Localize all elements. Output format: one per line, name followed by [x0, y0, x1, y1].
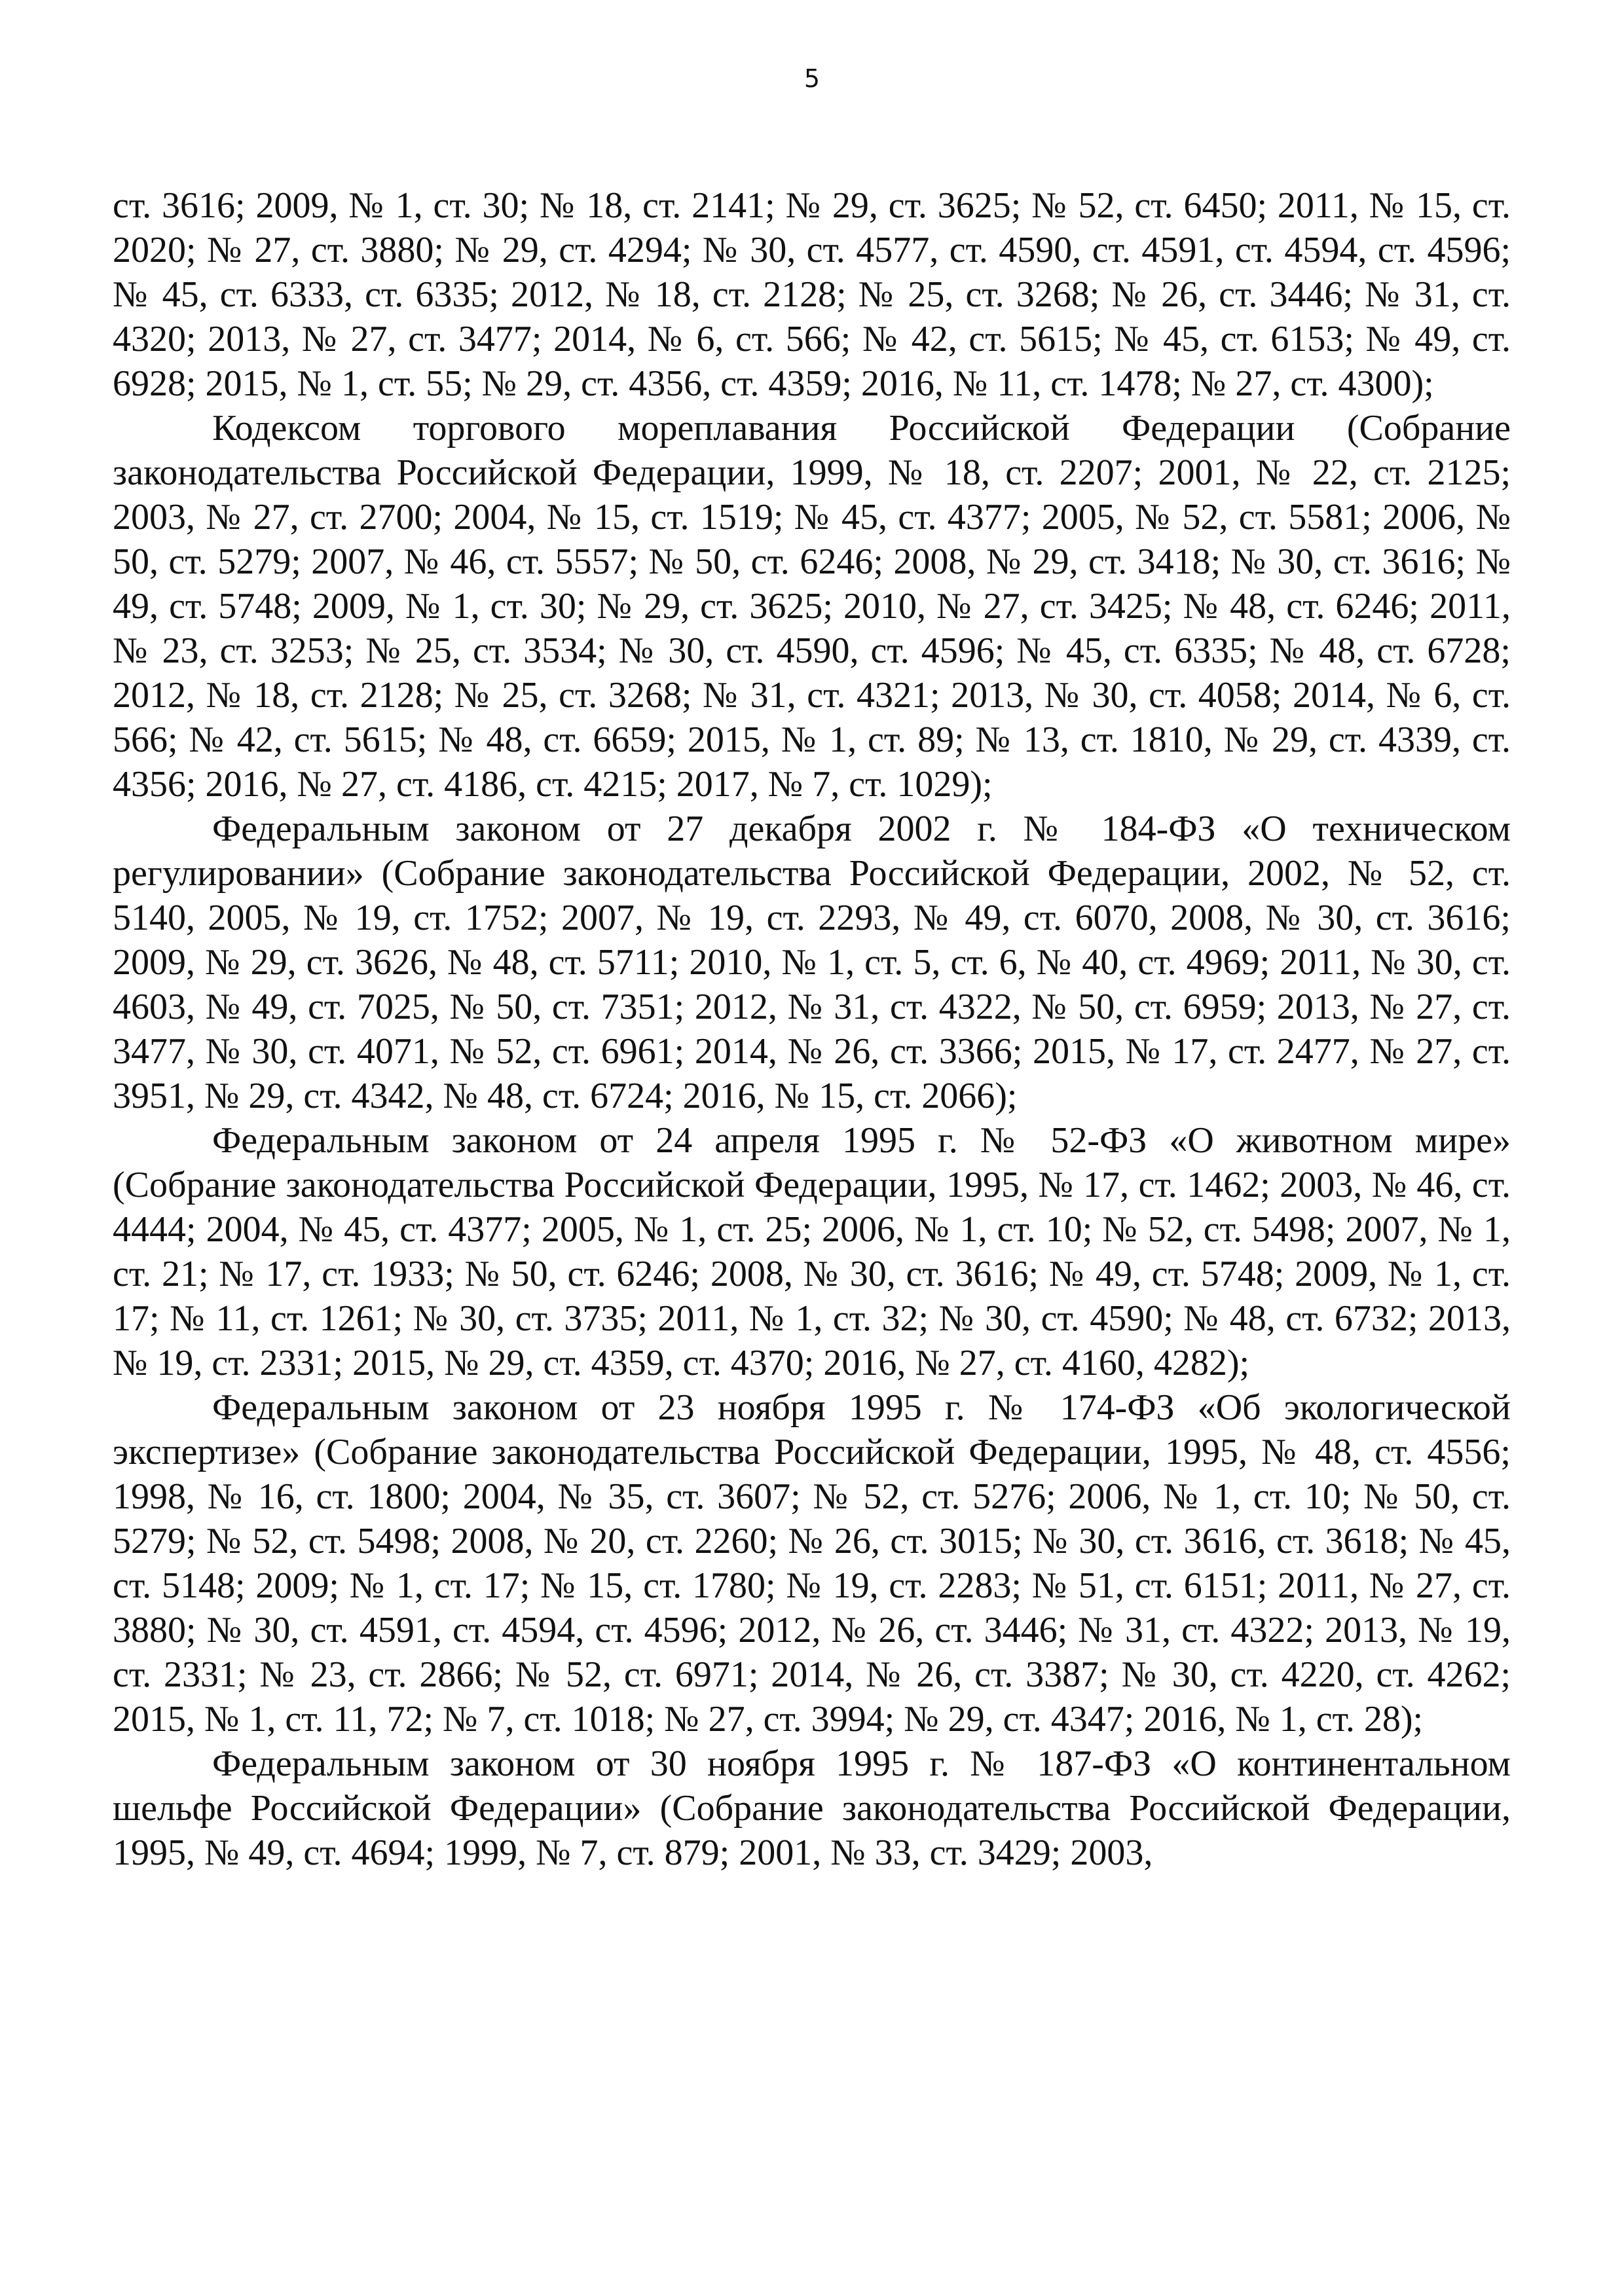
paragraph-law-187-fz: Федеральным законом от 30 ноября 1995 г. № 187-ФЗ «О континентальном шельфе Российской Федерации» (Собрание законодательства Российской Федерации, 1995, № 49, ст. 4694; 1999, № 7, ст. 879; 2001, № 33, ст. 3429; 2003, — [113, 1743, 1511, 1873]
paragraph-continuation: ст. 3616; 2009, № 1, ст. 30; № 18, ст. 2141; № 29, ст. 3625; № 52, ст. 6450; 2011, № 15, ст. 2020; № 27, ст. 3880; № 29, ст. 4294; № 30, ст. 4577, ст. 4590, ст. 4591, ст. 4594, ст. 4596; № 45, ст. 6333, ст. 6335; 2012, № 18, ст. 2128; № 25, ст. 3268; № 26, ст. 3446; № 31, ст. 4320; 2013, № 27, ст. 3477; 2014, № 6, ст. 566; № 42, ст. 5615; № 45, ст. 6153; № 49, ст. 6928; 2015, № 1, ст. 55; № 29, ст. 4356, ст. 4359; 2016, № 11, ст. 1478; № 27, ст. 4300); — [113, 185, 1511, 404]
paragraph-law-174-fz: Федеральным законом от 23 ноября 1995 г. № 174-ФЗ «Об экологической экспертизе» (Собрание законодательства Российской Федерации, 1995, № 48, ст. 4556; 1998, № 16, ст. 1800; 2004, № 35, ст. 3607; № 52, ст. 5276; 2006, № 1, ст. 10; № 50, ст. 5279; № 52, ст. 5498; 2008, № 20, ст. 2260; № 26, ст. 3015; № 30, ст. 3616, ст. 3618; № 45, ст. 5148; 2009; № 1, ст. 17; № 15, ст. 1780; № 19, ст. 2283; № 51, ст. 6151; 2011, № 27, ст. 3880; № 30, ст. 4591, ст. 4594, ст. 4596; 2012, № 26, ст. 3446; № 31, ст. 4322; 2013, № 19, ст. 2331; № 23, ст. 2866; № 52, ст. 6971; 2014, № 26, ст. 3387; № 30, ст. 4220, ст. 4262; 2015, № 1, ст. 11, 72; № 7, ст. 1018; № 27, ст. 3994; № 29, ст. 4347; 2016, № 1, ст. 28); — [113, 1387, 1511, 1740]
paragraph-merchant-shipping-code: Кодексом торгового мореплавания Российской Федерации (Собрание законодательства Российской Федерации, 1999, № 18, ст. 2207; 2001, № 22, ст. 2125; 2003, № 27, ст. 2700; 2004, № 15, ст. 1519; № 45, ст. 4377; 2005, № 52, ст. 5581; 2006, № 50, ст. 5279; 2007, № 46, ст. 5557; № 50, ст. 6246; 2008, № 29, ст. 3418; № 30, ст. 3616; № 49, ст. 5748; 2009, № 1, ст. 30; № 29, ст. 3625; 2010, № 27, ст. 3425; № 48, ст. 6246; 2011, № 23, ст. 3253; № 25, ст. 3534; № 30, ст. 4590, ст. 4596; № 45, ст. 6335; № 48, ст. 6728; 2012, № 18, ст. 2128; № 25, ст. 3268; № 31, ст. 4321; 2013, № 30, ст. 4058; 2014, № 6, ст. 566; № 42, ст. 5615; № 48, ст. 6659; 2015, № 1, ст. 89; № 13, ст. 1810, № 29, ст. 4339, ст. 4356; 2016, № 27, ст. 4186, ст. 4215; 2017, № 7, ст. 1029); — [113, 408, 1511, 805]
paragraph-law-184-fz: Федеральным законом от 27 декабря 2002 г. № 184-ФЗ «О техническом регулировании» (Собрание законодательства Российской Федерации, 2002, № 52, ст. 5140, 2005, № 19, ст. 1752; 2007, № 19, ст. 2293, № 49, ст. 6070, 2008, № 30, ст. 3616; 2009, № 29, ст. 3626, № 48, ст. 5711; 2010, № 1, ст. 5, ст. 6, № 40, ст. 4969; 2011, № 30, ст. 4603, № 49, ст. 7025, № 50, ст. 7351; 2012, № 31, ст. 4322, № 50, ст. 6959; 2013, № 27, ст. 3477, № 30, ст. 4071, № 52, ст. 6961; 2014, № 26, ст. 3366; 2015, № 17, ст. 2477, № 27, ст. 3951, № 29, ст. 4342, № 48, ст. 6724; 2016, № 15, ст. 2066); — [113, 809, 1511, 1116]
paragraph-law-52-fz: Федеральным законом от 24 апреля 1995 г. № 52-ФЗ «О животном мире» (Собрание законодательства Российской Федерации, 1995, № 17, ст. 1462; 2003, № 46, ст. 4444; 2004, № 45, ст. 4377; 2005, № 1, ст. 25; 2006, № 1, ст. 10; № 52, ст. 5498; 2007, № 1, ст. 21; № 17, ст. 1933; № 50, ст. 6246; 2008, № 30, ст. 3616; № 49, ст. 5748; 2009, № 1, ст. 17; № 11, ст. 1261; № 30, ст. 3735; 2011, № 1, ст. 32; № 30, ст. 4590; № 48, ст. 6732; 2013, № 19, ст. 2331; 2015, № 29, ст. 4359, ст. 4370; 2016, № 27, ст. 4160, 4282); — [113, 1120, 1511, 1383]
page-number: 5 — [803, 64, 821, 93]
document-body — [113, 183, 1511, 1875]
